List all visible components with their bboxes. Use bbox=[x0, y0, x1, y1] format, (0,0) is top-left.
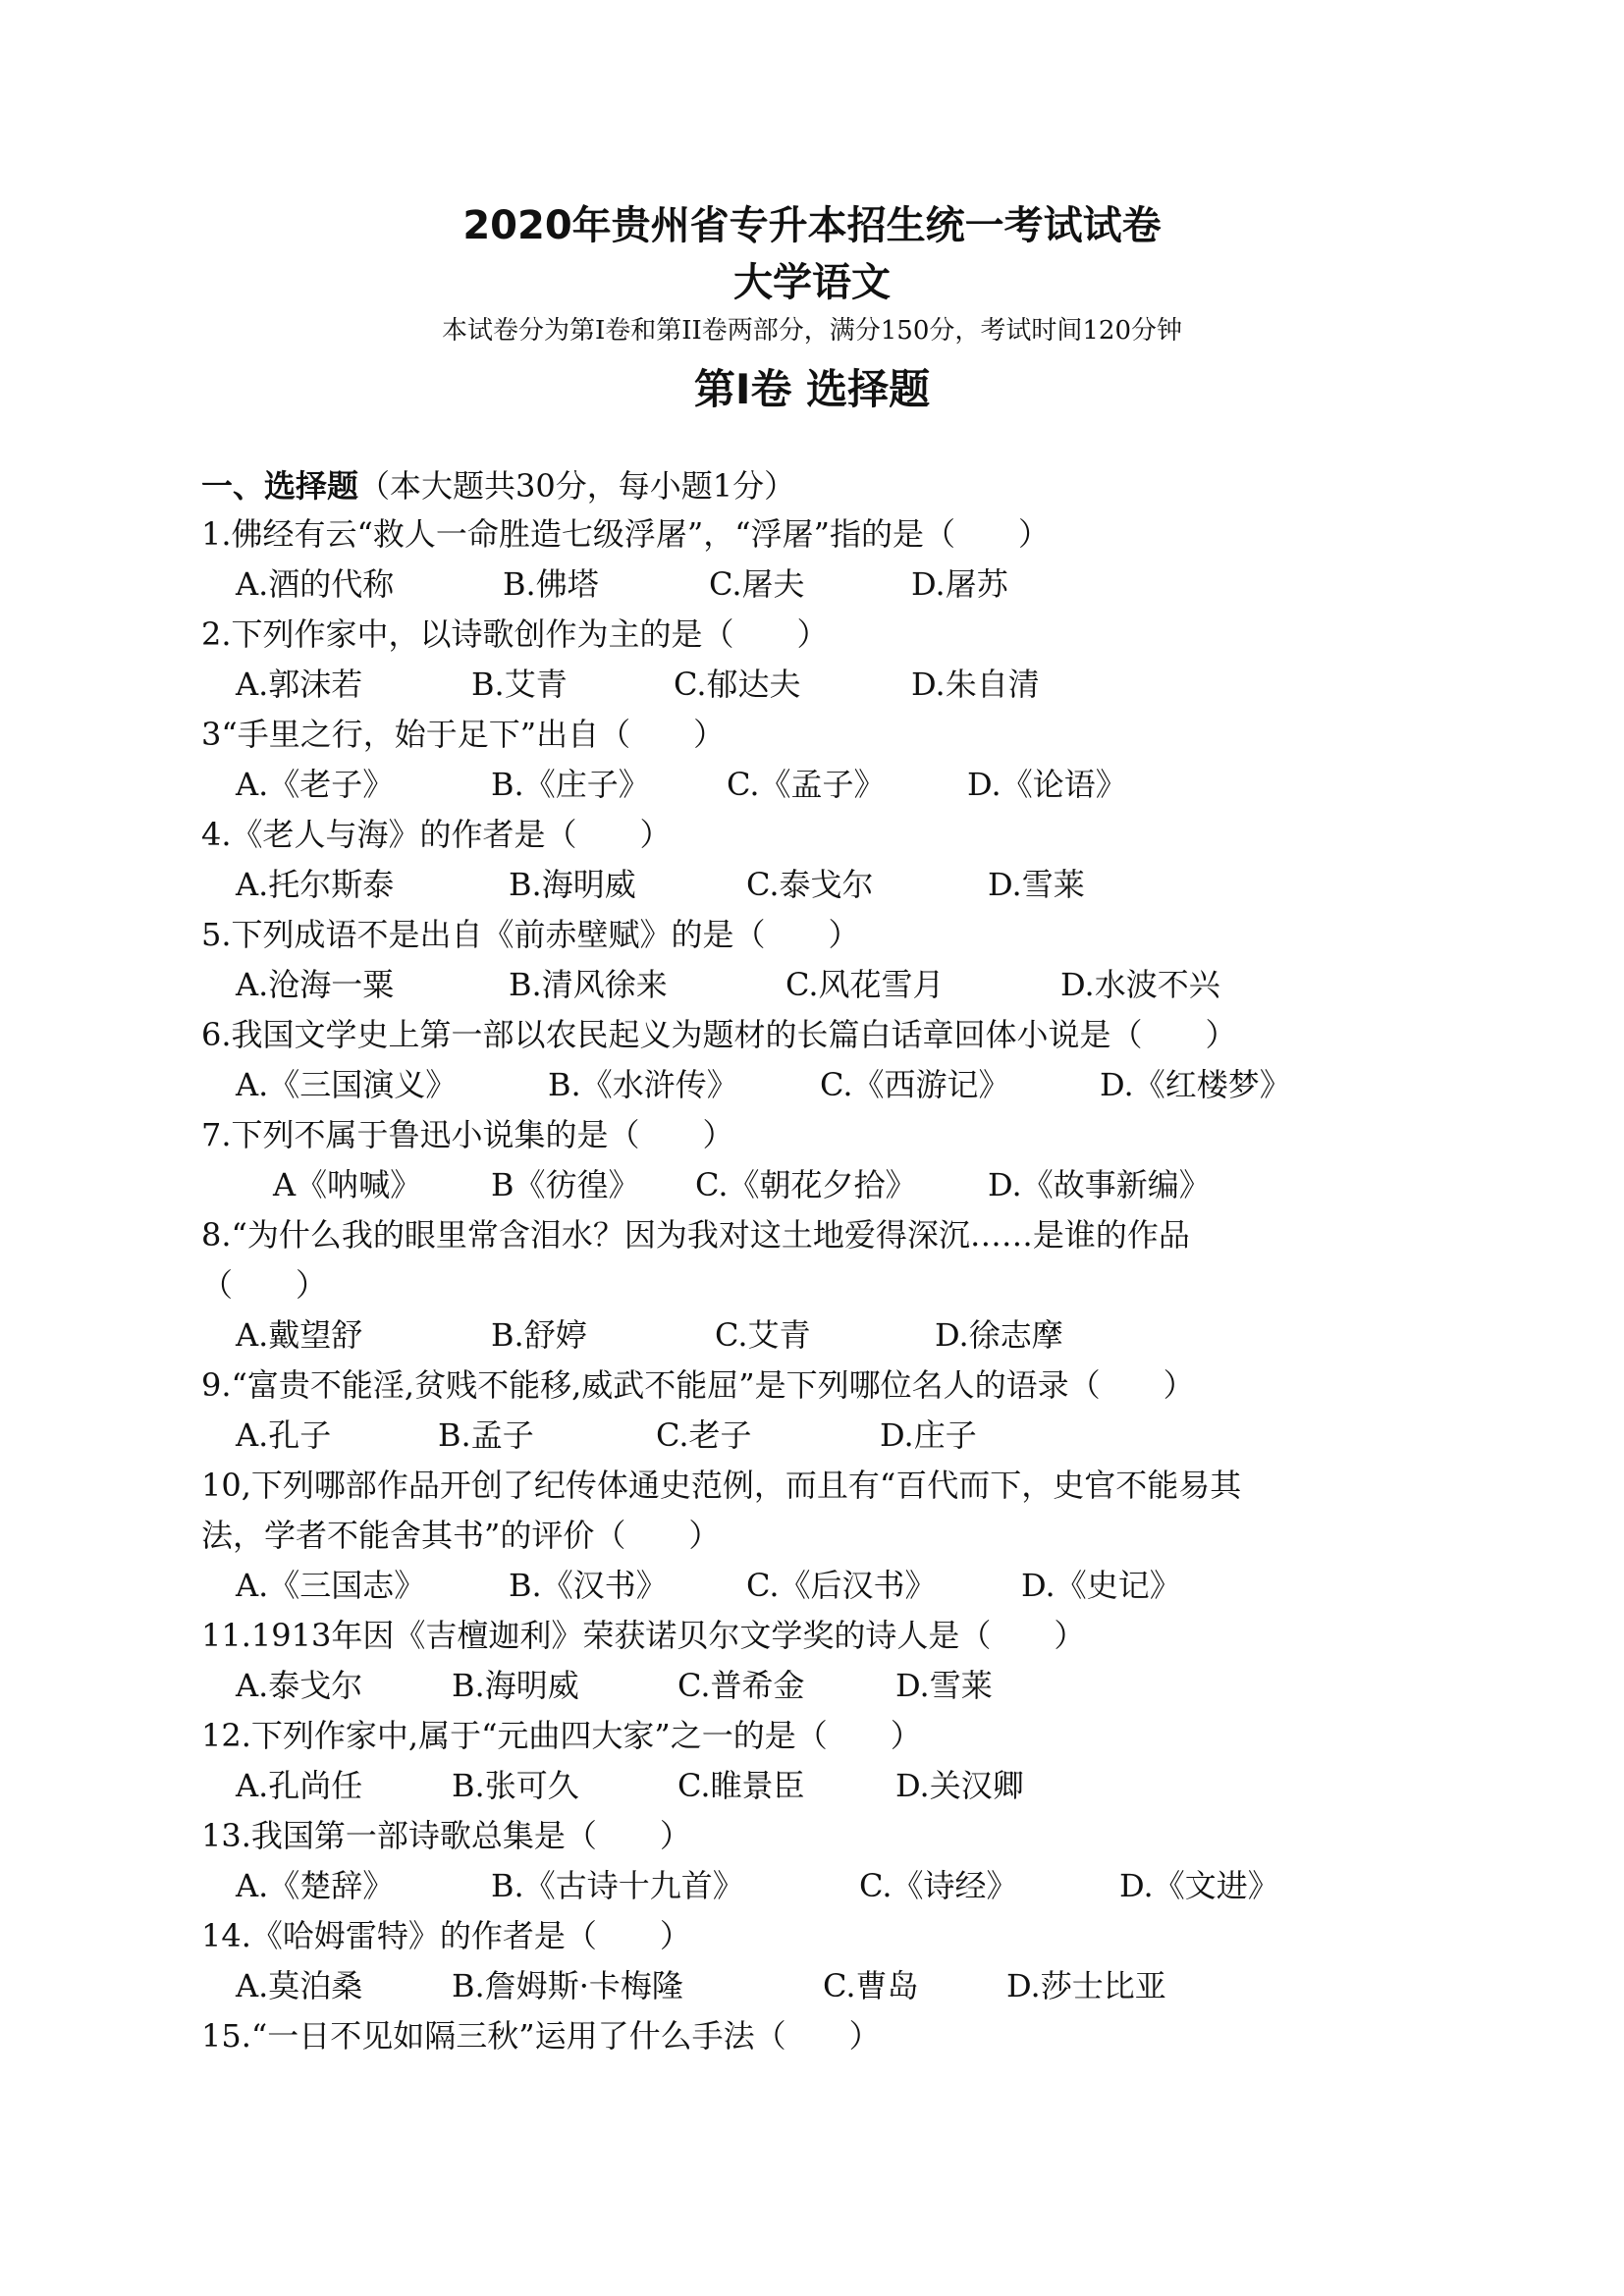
exam-title: 2020年贵州省专升本招生统一考试试卷 bbox=[462, 203, 1162, 248]
question-1-option-a: A.酒的代称 bbox=[236, 565, 395, 603]
question-11-option-d: D.雪莱 bbox=[895, 1667, 993, 1704]
question-14-option-c: C.曹岛 bbox=[823, 1967, 919, 2004]
question-11-option-c: C.普希金 bbox=[677, 1667, 805, 1704]
section-note: （本大题共30分，每小题1分） bbox=[358, 467, 796, 505]
section-heading bbox=[201, 461, 795, 507]
question-1-option-c: C.屠夫 bbox=[709, 565, 805, 603]
question-2-option-d: D.朱自清 bbox=[911, 666, 1040, 703]
question-3-option-d: D.《论语》 bbox=[967, 766, 1127, 803]
question-10-option-c: C.《后汉书》 bbox=[746, 1567, 937, 1604]
question-4-option-d: D.雪莱 bbox=[988, 866, 1085, 903]
question-3-option-c: C.《孟子》 bbox=[727, 766, 886, 803]
question-14-option-b: B.詹姆斯·卡梅隆 bbox=[452, 1967, 683, 2004]
question-9-option-a: A.孔子 bbox=[236, 1416, 332, 1454]
question-1-text: 1.佛经有云“救人一命胜造七级浮屠”，“浮屠”指的是（ ） bbox=[201, 515, 1050, 553]
question-3-option-a: A.《老子》 bbox=[236, 766, 395, 803]
question-7-option-d: D.《故事新编》 bbox=[988, 1166, 1211, 1203]
question-1-option-b: B.佛塔 bbox=[503, 565, 599, 603]
question-4-option-c: C.泰戈尔 bbox=[746, 866, 874, 903]
question-4-option-b: B.海明威 bbox=[509, 866, 636, 903]
question-8-option-b: B.舒婷 bbox=[491, 1316, 587, 1354]
section-label: 一、选择题 bbox=[201, 467, 359, 505]
question-12-option-a: A.孔尚任 bbox=[236, 1767, 363, 1804]
question-5-option-d: D.水波不兴 bbox=[1060, 966, 1220, 1003]
question-10-option-d: D.《史记》 bbox=[1021, 1567, 1181, 1604]
question-3-option-b: B.《庄子》 bbox=[491, 766, 650, 803]
question-4-text: 4.《老人与海》的作者是（ ） bbox=[201, 816, 672, 853]
question-9-option-b: B.孟子 bbox=[438, 1416, 534, 1454]
question-2-option-b: B.艾青 bbox=[471, 666, 568, 703]
question-8-text: 8.“为什么我的眼里常含泪水？因为我对这土地爱得深沉……是谁的作品 bbox=[201, 1216, 1190, 1254]
question-14-option-d: D.莎士比亚 bbox=[1006, 1967, 1166, 2004]
question-12-text: 12.下列作家中,属于“元曲四大家”之一的是（ ） bbox=[201, 1717, 922, 1754]
question-12-option-d: D.关汉卿 bbox=[895, 1767, 1024, 1804]
question-10-option-b: B.《汉书》 bbox=[509, 1567, 668, 1604]
question-7-text: 7.下列不属于鲁迅小说集的是（ ） bbox=[201, 1116, 734, 1153]
question-7-option-c: C.《朝花夕拾》 bbox=[695, 1166, 917, 1203]
question-6-option-d: D.《红楼梦》 bbox=[1100, 1066, 1291, 1103]
question-6-text: 6.我国文学史上第一部以农民起义为题材的长篇白话章回体小说是（ ） bbox=[201, 1016, 1237, 1053]
question-5-text: 5.下列成语不是出自《前赤壁赋》的是（ ） bbox=[201, 916, 860, 953]
question-13-option-c: C.《诗经》 bbox=[859, 1867, 1018, 1904]
subject-title: 大学语文 bbox=[733, 260, 891, 305]
question-15-text: 15.“一日不见如隔三秋”运用了什么手法（ ） bbox=[201, 2017, 881, 2055]
question-11-text: 11.1913年因《吉檀迦利》荣获诺贝尔文学奖的诗人是（ ） bbox=[201, 1617, 1086, 1654]
question-6-option-b: B.《水浒传》 bbox=[548, 1066, 738, 1103]
question-8-option-d: D.徐志摩 bbox=[935, 1316, 1063, 1354]
question-13-option-d: D.《文进》 bbox=[1119, 1867, 1279, 1904]
question-12-option-b: B.张可久 bbox=[452, 1767, 579, 1804]
question-2-option-c: C.郁达夫 bbox=[674, 666, 801, 703]
question-2-text: 2.下列作家中，以诗歌创作为主的是（ ） bbox=[201, 615, 829, 653]
part-heading: 第Ⅰ卷 选择题 bbox=[693, 365, 931, 413]
question-8-text: （ ） bbox=[201, 1266, 328, 1304]
question-10-option-a: A.《三国志》 bbox=[236, 1567, 426, 1604]
question-10-text: 法，学者不能舍其书”的评价（ ） bbox=[201, 1517, 721, 1554]
question-13-option-a: A.《楚辞》 bbox=[236, 1867, 395, 1904]
question-1-option-d: D.屠苏 bbox=[911, 565, 1008, 603]
question-13-option-b: B.《古诗十九首》 bbox=[491, 1867, 744, 1904]
question-4-option-a: A.托尔斯泰 bbox=[236, 866, 395, 903]
question-8-option-c: C.艾青 bbox=[715, 1316, 811, 1354]
question-9-text: 9.“富贵不能淫,贫贱不能移,威武不能屈”是下列哪位名人的语录（ ） bbox=[201, 1366, 1195, 1404]
question-7-option-a: A《呐喊》 bbox=[273, 1166, 422, 1203]
exam-instructions: 本试卷分为第I卷和第II卷两部分，满分150分，考试时间120分钟 bbox=[441, 316, 1183, 346]
question-2-option-a: A.郭沫若 bbox=[236, 666, 363, 703]
question-12-option-c: C.睢景臣 bbox=[677, 1767, 805, 1804]
question-10-text: 10,下列哪部作品开创了纪传体通史范例，而且有“百代而下，史官不能易其 bbox=[201, 1467, 1242, 1504]
question-7-option-b: B《彷徨》 bbox=[491, 1166, 640, 1203]
question-11-option-b: B.海明威 bbox=[452, 1667, 579, 1704]
question-9-option-c: C.老子 bbox=[656, 1416, 752, 1454]
question-14-text: 14.《哈姆雷特》的作者是（ ） bbox=[201, 1917, 691, 1954]
question-9-option-d: D.庄子 bbox=[880, 1416, 977, 1454]
question-8-option-a: A.戴望舒 bbox=[236, 1316, 363, 1354]
question-6-option-a: A.《三国演义》 bbox=[236, 1066, 458, 1103]
question-13-text: 13.我国第一部诗歌总集是（ ） bbox=[201, 1817, 691, 1854]
question-5-option-b: B.清风徐来 bbox=[509, 966, 668, 1003]
question-5-option-c: C.风花雪月 bbox=[785, 966, 945, 1003]
question-6-option-c: C.《西游记》 bbox=[820, 1066, 1010, 1103]
question-14-option-a: A.莫泊桑 bbox=[236, 1967, 363, 2004]
question-3-text: 3“手里之行，始于足下”出自（ ） bbox=[201, 716, 726, 753]
question-11-option-a: A.泰戈尔 bbox=[236, 1667, 363, 1704]
question-5-option-a: A.沧海一粟 bbox=[236, 966, 395, 1003]
